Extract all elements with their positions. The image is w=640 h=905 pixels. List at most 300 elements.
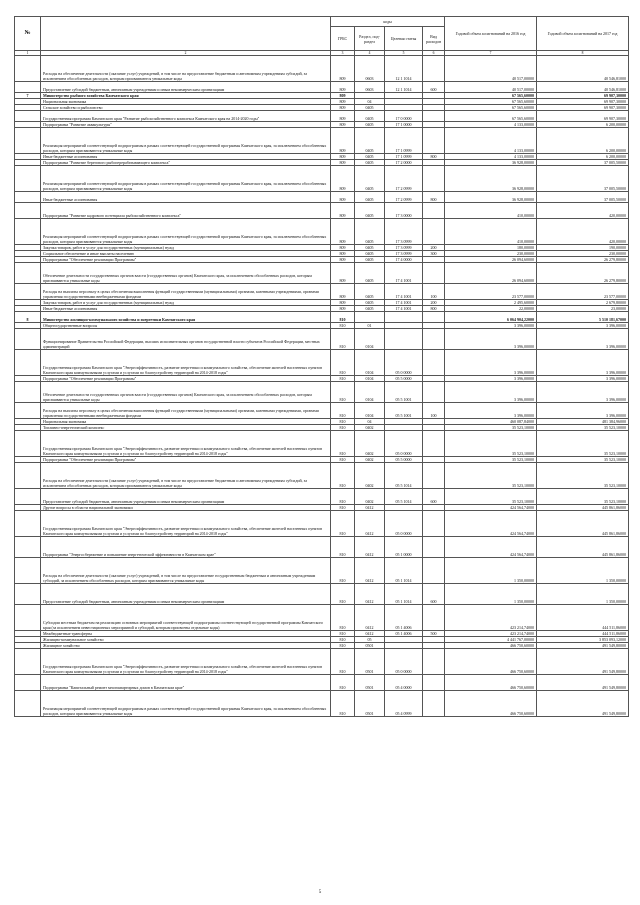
row-amount-2016: 4 133,00000 xyxy=(445,122,537,128)
row-expense-type xyxy=(423,219,445,245)
header-year-2017: Годовой объем ассигнований на 2017 год xyxy=(537,17,629,51)
row-expense-type: 200 xyxy=(423,300,445,306)
row-amount-2016: 22,00000 xyxy=(445,306,537,312)
row-target-article: 17 3 0999 xyxy=(385,251,423,257)
row-number xyxy=(15,511,41,537)
row-amount-2016: 36 928,00000 xyxy=(445,160,537,166)
row-razdel: 0405 xyxy=(355,257,385,263)
row-name: Другие вопросы в области национальной экономики xyxy=(41,505,331,511)
row-razdel: 0501 xyxy=(355,643,385,649)
row-number: 7 xyxy=(15,93,41,99)
row-amount-2017: 3 396,00000 xyxy=(537,350,629,376)
table-row xyxy=(15,192,629,203)
row-target-article: 17 3 0000 xyxy=(385,203,423,219)
row-target-article: 05 0 0000 xyxy=(385,350,423,376)
row-name: Жилищное хозяйство xyxy=(41,643,331,649)
header-target-article: Целевая статья xyxy=(385,27,423,51)
row-razdel: 0405 xyxy=(355,251,385,257)
table-row xyxy=(15,558,629,584)
header-codes: коды xyxy=(331,17,445,27)
row-expense-type: 800 xyxy=(423,306,445,312)
row-amount-2017: 35 523,10000 xyxy=(537,431,629,457)
row-razdel: 0501 xyxy=(355,691,385,717)
row-razdel: 0104 xyxy=(355,329,385,350)
row-razdel: 0405 xyxy=(355,154,385,160)
row-name: Предоставление субсидий бюджетным, автономным учреждениям и иным некоммерческим организациям xyxy=(41,489,331,505)
row-name: Государственная программа Камчатского края "Энергоэффективность, развитие энергетики и коммунального хозяйства, обеспечение жителей населенных пунктов Камчатского края коммунальными услугами и услугами по благоустройству территорий на 2014-2018 годы" xyxy=(41,350,331,376)
row-amount-2017: 23,00000 xyxy=(537,306,629,312)
row-target-article: 05 0 0000 xyxy=(385,431,423,457)
row-number xyxy=(15,605,41,631)
row-number xyxy=(15,203,41,219)
row-amount-2016: 466 750,60000 xyxy=(445,691,537,717)
row-amount-2017: 35 523,10000 xyxy=(537,489,629,505)
row-razdel: 01 xyxy=(355,323,385,329)
row-target-article: 17 4 0000 xyxy=(385,257,423,263)
row-amount-2016: 3 396,00000 xyxy=(445,382,537,403)
row-razdel: 04 xyxy=(355,419,385,425)
row-name: Сельское хозяйство и рыболовство xyxy=(41,105,331,111)
row-target-article: 05 1 1014 xyxy=(385,584,423,605)
row-target-article: 05 1 4006 xyxy=(385,631,423,637)
table-row xyxy=(15,463,629,489)
row-amount-2016: 180,00000 xyxy=(445,245,537,251)
row-number xyxy=(15,463,41,489)
row-amount-2016: 423 214,74000 xyxy=(445,631,537,637)
row-target-article: 05 5 1001 xyxy=(385,403,423,419)
row-razdel: 0405 xyxy=(355,284,385,300)
table-row xyxy=(15,350,629,376)
row-expense-type xyxy=(423,203,445,219)
row-amount-2017: 69 907,30000 xyxy=(537,99,629,105)
row-number xyxy=(15,649,41,675)
row-amount-2016: 3 396,00000 xyxy=(445,403,537,419)
row-name: Подпрограмма "Развитие аквакультуры" xyxy=(41,122,331,128)
row-expense-type xyxy=(423,649,445,675)
row-target-article: 17 1 0000 xyxy=(385,122,423,128)
table-row xyxy=(15,431,629,457)
row-expense-type xyxy=(423,463,445,489)
row-expense-type: 200 xyxy=(423,245,445,251)
row-amount-2016: 35 523,10000 xyxy=(445,425,537,431)
row-amount-2016: 40 517,00000 xyxy=(445,56,537,82)
row-grbs: 809 xyxy=(331,192,355,203)
row-name: Иные бюджетные ассигнования xyxy=(41,192,331,203)
row-amount-2017: 6 200,00000 xyxy=(537,154,629,160)
row-amount-2016: 3 396,00000 xyxy=(445,350,537,376)
row-name: Закупка товаров, работ и услуг для государственных (муниципальных) нужд xyxy=(41,300,331,306)
row-razdel: 0405 xyxy=(355,306,385,312)
row-expense-type xyxy=(423,166,445,192)
row-razdel: 0603 xyxy=(355,56,385,82)
row-target-article: 12 1 1014 xyxy=(385,56,423,82)
row-name: Подпрограмма "Развитие берегового рыбоперерабатывающего комплекса" xyxy=(41,160,331,166)
row-amount-2016: 4 441 767,00000 xyxy=(445,637,537,643)
row-grbs: 809 xyxy=(331,111,355,122)
row-number xyxy=(15,111,41,122)
row-amount-2017: 23 577,00000 xyxy=(537,284,629,300)
row-target-article: 05 5 1001 xyxy=(385,382,423,403)
row-target-article xyxy=(385,329,423,350)
row-number xyxy=(15,403,41,419)
row-expense-type: 600 xyxy=(423,82,445,93)
row-name: Топливно-энергетический комплекс xyxy=(41,425,331,431)
row-expense-type xyxy=(423,263,445,284)
row-amount-2017: 3 396,00000 xyxy=(537,403,629,419)
row-grbs: 810 xyxy=(331,350,355,376)
row-amount-2017: 420,00000 xyxy=(537,203,629,219)
row-number xyxy=(15,350,41,376)
row-target-article: 12 1 1014 xyxy=(385,82,423,93)
row-grbs: 809 xyxy=(331,219,355,245)
row-amount-2016: 35 523,10000 xyxy=(445,489,537,505)
row-expense-type xyxy=(423,605,445,631)
row-razdel: 04 xyxy=(355,99,385,105)
header-razdel: Раздел, под-раздел xyxy=(355,27,385,51)
row-expense-type xyxy=(423,56,445,82)
row-amount-2017: 1 350,00000 xyxy=(537,558,629,584)
row-expense-type: 100 xyxy=(423,284,445,300)
row-name: Функционирование Правительства Российской Федерации, высших исполнительных органов государственной власти субъектов Российской Федерации, местных администраций xyxy=(41,329,331,350)
row-amount-2017: 6 200,00000 xyxy=(537,128,629,154)
header-number: № xyxy=(15,17,41,51)
row-razdel: 0402 xyxy=(355,425,385,431)
row-expense-type xyxy=(423,675,445,691)
row-number xyxy=(15,675,41,691)
row-grbs: 810 xyxy=(331,419,355,425)
row-grbs: 810 xyxy=(331,605,355,631)
row-name: Обеспечение деятельности государственных органов власти (государственных органов) Камчатского края, за исключением обособленных расходов, которым присваиваются уникальные коды xyxy=(41,263,331,284)
row-amount-2016: 67 565,60000 xyxy=(445,105,537,111)
row-name: Предоставление субсидий бюджетным, автономным учреждениям и иным некоммерческим организациям xyxy=(41,82,331,93)
table-row xyxy=(15,403,629,419)
row-razdel: 0405 xyxy=(355,263,385,284)
row-razdel: 0104 xyxy=(355,382,385,403)
row-razdel: 0501 xyxy=(355,675,385,691)
row-expense-type xyxy=(423,431,445,457)
row-razdel: 0501 xyxy=(355,649,385,675)
row-grbs: 809 xyxy=(331,245,355,251)
row-razdel: 0412 xyxy=(355,505,385,511)
row-name: Подпрограмма "Обеспечение реализации Программы" xyxy=(41,457,331,463)
row-name: Расходы на выплаты персоналу в целях обеспечения выполнения функций государственными (муниципальными) органами, казенными учреждениями, органами управления государственными внебюджетными фондами xyxy=(41,403,331,419)
row-number xyxy=(15,431,41,457)
row-name: Национальная экономика xyxy=(41,419,331,425)
row-amount-2017: 40 546,81000 xyxy=(537,82,629,93)
row-target-article: 17 3 0999 xyxy=(385,245,423,251)
row-grbs: 810 xyxy=(331,537,355,558)
table-row xyxy=(15,219,629,245)
row-amount-2016: 410,00000 xyxy=(445,219,537,245)
row-name: Подпрограмма "Капитальный ремонт многоквартирных домов в Камчатском крае" xyxy=(41,675,331,691)
row-grbs: 809 xyxy=(331,166,355,192)
row-name: Иные бюджетные ассигнования xyxy=(41,154,331,160)
row-amount-2017: 491 549,80000 xyxy=(537,691,629,717)
row-amount-2016: 230,00000 xyxy=(445,251,537,257)
row-amount-2017: 35 523,10000 xyxy=(537,457,629,463)
row-grbs: 810 xyxy=(331,382,355,403)
row-amount-2016: 26 094,60000 xyxy=(445,257,537,263)
row-expense-type xyxy=(423,312,445,323)
row-target-article: 17 2 0999 xyxy=(385,192,423,203)
row-razdel: 0402 xyxy=(355,431,385,457)
row-name: Министерство жилищно-коммунального хозяйства и энергетики Камчатского края xyxy=(41,312,331,323)
row-name: Закупка товаров, работ и услуг для государственных (муниципальных) нужд xyxy=(41,245,331,251)
row-number xyxy=(15,329,41,350)
row-expense-type xyxy=(423,511,445,537)
row-amount-2017: 37 005,50000 xyxy=(537,192,629,203)
row-number: 8 xyxy=(15,312,41,323)
row-razdel: 0402 xyxy=(355,457,385,463)
row-grbs: 810 xyxy=(331,323,355,329)
row-expense-type xyxy=(423,111,445,122)
row-amount-2016: 23 577,00000 xyxy=(445,284,537,300)
row-number xyxy=(15,166,41,192)
row-target-article: 17 4 1001 xyxy=(385,306,423,312)
header-year-2016: Годовой объем ассигнований на 2016 год xyxy=(445,17,537,51)
row-expense-type: 500 xyxy=(423,631,445,637)
row-amount-2016: 67 565,60000 xyxy=(445,99,537,105)
row-razdel: 0104 xyxy=(355,403,385,419)
table-row xyxy=(15,203,629,219)
row-razdel: 0412 xyxy=(355,584,385,605)
row-target-article: 05 0 0000 xyxy=(385,511,423,537)
row-grbs: 810 xyxy=(331,637,355,643)
row-amount-2016: 3 396,00000 xyxy=(445,329,537,350)
row-razdel: 0405 xyxy=(355,111,385,122)
row-name: Расходы на обеспечение деятельности (оказание услуг) учреждений, в том числе на предоставление бюджетным и автономным учреждениям субсидий, за исключением обособленных расходов, которым присваиваются уникальные коды xyxy=(41,56,331,82)
row-name: Предоставление субсидий бюджетным, автономным учреждениям и иным некоммерческим организациям xyxy=(41,584,331,605)
row-target-article: 05 0 0000 xyxy=(385,649,423,675)
table-row xyxy=(15,584,629,605)
row-number xyxy=(15,263,41,284)
row-razdel: 0405 xyxy=(355,105,385,111)
row-target-article: 05 1 4006 xyxy=(385,605,423,631)
row-grbs: 809 xyxy=(331,99,355,105)
row-razdel: 0603 xyxy=(355,82,385,93)
row-razdel: 0104 xyxy=(355,376,385,382)
row-expense-type xyxy=(423,128,445,154)
row-number xyxy=(15,219,41,245)
row-amount-2017: 445 861,86000 xyxy=(537,505,629,511)
row-name: Социальное обеспечение и иные выплаты населению xyxy=(41,251,331,257)
row-amount-2016: 4 133,00000 xyxy=(445,154,537,160)
column-number: 5 xyxy=(385,51,423,56)
row-grbs: 810 xyxy=(331,649,355,675)
row-grbs: 809 xyxy=(331,284,355,300)
row-number xyxy=(15,284,41,300)
row-name: Иные бюджетные ассигнования xyxy=(41,306,331,312)
row-expense-type: 600 xyxy=(423,489,445,505)
row-amount-2017: 3 396,00000 xyxy=(537,329,629,350)
row-amount-2017: 190,00000 xyxy=(537,245,629,251)
row-number xyxy=(15,537,41,558)
row-name: Субсидии местным бюджетам на реализацию основных мероприятий соответствующей подпрограммы соответствующей государственной программы Камчатского края (за исключением инвестиционных мероприятий и субсидий, которым присвоены отдельные коды) xyxy=(41,605,331,631)
row-name: Жилищно-коммунальное хозяйство xyxy=(41,637,331,643)
row-number xyxy=(15,691,41,717)
row-amount-2017: 37 005,50000 xyxy=(537,160,629,166)
row-grbs: 810 xyxy=(331,584,355,605)
budget-table xyxy=(14,16,629,717)
row-amount-2016: 466 750,60000 xyxy=(445,649,537,675)
row-target-article: 17 2 0999 xyxy=(385,166,423,192)
row-grbs: 810 xyxy=(331,691,355,717)
table-row xyxy=(15,82,629,93)
row-amount-2016: 6 064 904,22000 xyxy=(445,312,537,323)
row-grbs: 810 xyxy=(331,312,355,323)
row-name: Подпрограмма "Развитие кадрового потенциала рыбохозяйственного комплекса" xyxy=(41,203,331,219)
row-amount-2017: 2 679,80000 xyxy=(537,300,629,306)
row-number xyxy=(15,128,41,154)
row-amount-2016: 1 350,00000 xyxy=(445,558,537,584)
row-amount-2017: 40 546,81000 xyxy=(537,56,629,82)
row-grbs: 810 xyxy=(331,431,355,457)
row-amount-2016: 67 565,60000 xyxy=(445,93,537,99)
row-amount-2017: 26 279,80000 xyxy=(537,257,629,263)
table-row xyxy=(15,691,629,717)
row-number xyxy=(15,382,41,403)
row-razdel: 0405 xyxy=(355,192,385,203)
row-expense-type xyxy=(423,558,445,584)
row-amount-2017: 3 396,00000 xyxy=(537,323,629,329)
row-name: Подпрограмма "Обеспечение реализации Программы" xyxy=(41,257,331,263)
row-amount-2017: 3 396,00000 xyxy=(537,376,629,382)
column-number: 7 xyxy=(445,51,537,56)
row-amount-2016: 40 517,00000 xyxy=(445,82,537,93)
row-name: Обеспечение деятельности государственных органов власти (государственных органов) Камчатского края, за исключением обособленных расходов, которым присваиваются уникальные коды xyxy=(41,382,331,403)
row-amount-2016: 424 564,74000 xyxy=(445,511,537,537)
row-amount-2016: 35 523,10000 xyxy=(445,463,537,489)
row-expense-type xyxy=(423,382,445,403)
row-target-article: 17 1 0999 xyxy=(385,128,423,154)
row-name: Реализация мероприятий соответствующей подпрограммы в рамках соответствующей государственной программы Камчатского края, за исключением обособленных расходов, которым присваиваются уникальные коды xyxy=(41,166,331,192)
row-amount-2017: 35 523,10000 xyxy=(537,425,629,431)
row-grbs: 810 xyxy=(331,643,355,649)
row-amount-2016: 460 087,84000 xyxy=(445,419,537,425)
row-name: Государственная программа Камчатского края "Энергоэффективность, развитие энергетики и коммунального хозяйства, обеспечение жителей населенных пунктов Камчатского края коммунальными услугами и услугами по благоустройству территорий на 2014-2018 годы" xyxy=(41,511,331,537)
row-name: Реализация мероприятий соответствующей подпрограммы в рамках соответствующей государственной программы Камчатского края, за исключением обособленных расходов, которым присваиваются уникальные коды xyxy=(41,691,331,717)
row-razdel: 0405 xyxy=(355,245,385,251)
row-name: Общегосударственные вопросы xyxy=(41,323,331,329)
row-razdel: 0402 xyxy=(355,489,385,505)
row-expense-type xyxy=(423,329,445,350)
column-number: 6 xyxy=(423,51,445,56)
row-amount-2016: 466 750,60000 xyxy=(445,643,537,649)
row-name: Государственная программа Камчатского края "Развитие рыбохозяйственного комплекса Камчатского края на 2014-2020 годы" xyxy=(41,111,331,122)
row-grbs: 810 xyxy=(331,403,355,419)
row-razdel: 0412 xyxy=(355,605,385,631)
row-name: Расходы на обеспечение деятельности (оказание услуг) учреждений, в том числе на предоставление государственным бюджетным и автономным учреждениям субсидий, за исключением обособленных расходов, которым присваиваются уникальные коды xyxy=(41,558,331,584)
table-row xyxy=(15,382,629,403)
row-grbs: 809 xyxy=(331,56,355,82)
row-name: Министерство рыбного хозяйства Камчатского края xyxy=(41,93,331,99)
row-target-article: 05 4 0999 xyxy=(385,691,423,717)
header-expense-type: Вид расходов xyxy=(423,27,445,51)
row-target-article: 17 1 0999 xyxy=(385,154,423,160)
row-grbs: 809 xyxy=(331,300,355,306)
table-row xyxy=(15,111,629,122)
row-amount-2016: 36 928,00000 xyxy=(445,166,537,192)
row-grbs: 809 xyxy=(331,82,355,93)
row-razdel: 0405 xyxy=(355,122,385,128)
row-amount-2017: 444 511,86000 xyxy=(537,605,629,631)
row-amount-2016: 424 564,74000 xyxy=(445,505,537,511)
row-target-article: 17 3 0999 xyxy=(385,219,423,245)
table-row xyxy=(15,537,629,558)
row-target-article: 05 5 0000 xyxy=(385,457,423,463)
row-amount-2017: 1 350,00000 xyxy=(537,584,629,605)
row-name: Подпрограмма "Обеспечение реализации Программы" xyxy=(41,376,331,382)
row-razdel: 0405 xyxy=(355,300,385,306)
row-amount-2016: 67 565,60000 xyxy=(445,111,537,122)
row-grbs: 810 xyxy=(331,425,355,431)
row-amount-2016: 4 133,00000 xyxy=(445,128,537,154)
row-expense-type: 600 xyxy=(423,584,445,605)
row-name: Реализация мероприятий соответствующей подпрограммы в рамках соответствующей государственной программы Камчатского края, за исключением обособленных расходов, которым присваиваются уникальные коды xyxy=(41,128,331,154)
row-amount-2017: 3 853 093,12000 xyxy=(537,637,629,643)
row-name: Расходы на выплаты персоналу в целях обеспечения выполнения функций государственными (муниципальными) органами, казенными учреждениями, органами управления государственными внебюджетными фондами xyxy=(41,284,331,300)
row-name: Реализация мероприятий соответствующей подпрограммы в рамках соответствующей государственной программы Камчатского края, за исключением обособленных расходов, которым присваиваются уникальные коды xyxy=(41,219,331,245)
column-number: 8 xyxy=(537,51,629,56)
row-expense-type xyxy=(423,537,445,558)
row-expense-type: 100 xyxy=(423,403,445,419)
table-row xyxy=(15,312,629,323)
column-number: 3 xyxy=(331,51,355,56)
row-amount-2017: 37 005,50000 xyxy=(537,166,629,192)
row-grbs: 809 xyxy=(331,263,355,284)
row-amount-2017: 491 549,80000 xyxy=(537,675,629,691)
table-row xyxy=(15,329,629,350)
column-number: 4 xyxy=(355,51,385,56)
row-amount-2016: 3 396,00000 xyxy=(445,323,537,329)
table-row xyxy=(15,489,629,505)
row-name: Государственная программа Камчатского края "Энергоэффективность, развитие энергетики и коммунального хозяйства, обеспечение жителей населенных пунктов Камчатского края коммунальными услугами и услугами по благоустройству территорий на 2014-2018 годы" xyxy=(41,649,331,675)
row-amount-2017: 491 549,80000 xyxy=(537,643,629,649)
row-target-article: 05 5 0000 xyxy=(385,376,423,382)
row-grbs: 809 xyxy=(331,251,355,257)
row-expense-type: 800 xyxy=(423,192,445,203)
table-row xyxy=(15,128,629,154)
table-row xyxy=(15,675,629,691)
row-grbs: 810 xyxy=(331,631,355,637)
row-grbs: 810 xyxy=(331,505,355,511)
row-expense-type xyxy=(423,350,445,376)
row-target-article: 05 4 0000 xyxy=(385,675,423,691)
row-amount-2017: 230,00000 xyxy=(537,251,629,257)
row-amount-2017: 420,00000 xyxy=(537,219,629,245)
row-name: Государственная программа Камчатского края "Энергоэффективность, развитие энергетики и коммунального хозяйства, обеспечение жителей населенных пунктов Камчатского края коммунальными услугами и услугами по благоустройству территорий на 2014-2018 годы" xyxy=(41,431,331,457)
row-razdel: 05 xyxy=(355,637,385,643)
row-amount-2016: 423 214,74000 xyxy=(445,605,537,631)
row-number xyxy=(15,82,41,93)
row-number xyxy=(15,56,41,82)
table-row xyxy=(15,166,629,192)
row-grbs: 809 xyxy=(331,257,355,263)
row-razdel xyxy=(355,312,385,323)
row-razdel: 0412 xyxy=(355,537,385,558)
row-amount-2016: 35 523,10000 xyxy=(445,457,537,463)
row-razdel: 0405 xyxy=(355,160,385,166)
row-number xyxy=(15,192,41,203)
page-number: 5 xyxy=(318,890,322,895)
row-amount-2016: 3 396,00000 xyxy=(445,376,537,382)
row-razdel: 0405 xyxy=(355,203,385,219)
row-amount-2017: 481 384,96000 xyxy=(537,419,629,425)
row-amount-2017: 445 861,86000 xyxy=(537,511,629,537)
row-razdel: 0405 xyxy=(355,128,385,154)
row-amount-2017: 3 396,00000 xyxy=(537,382,629,403)
row-grbs: 809 xyxy=(331,160,355,166)
